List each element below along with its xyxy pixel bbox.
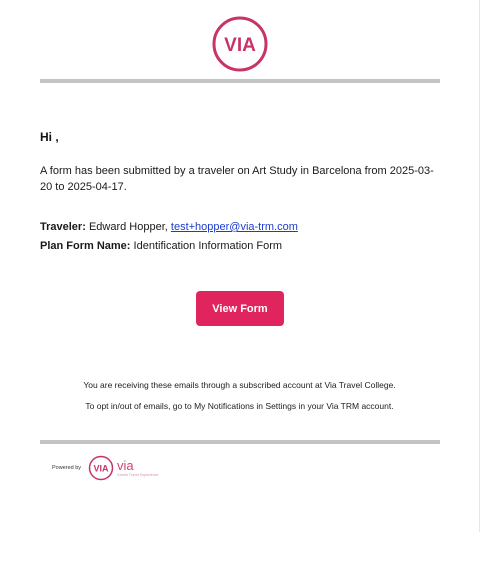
intro-text: A form has been submitted by a traveler on Art Study in Barcelona from 2025-03-20 to 2025-04-17.	[40, 165, 434, 193]
via-wordmark-text: via	[117, 458, 134, 473]
content-border	[479, 0, 480, 532]
powered-by-label: Powered by	[52, 465, 82, 471]
logo-text: VIA	[224, 35, 256, 56]
opt-out-notice: To opt in/out of emails, go to My Notifications in Settings in your Via TRM account.	[85, 401, 394, 411]
via-tagline: Global Travel Experience	[117, 473, 159, 477]
via-logo	[210, 15, 270, 73]
traveler-name: Edward Hopper,	[88, 221, 168, 233]
form-name-label: Plan Form Name:	[40, 240, 131, 252]
view-form-button[interactable]: View Form	[196, 291, 284, 326]
via-wordmark	[117, 459, 159, 477]
subscription-notice: You are receiving these emails through a subscribed account at Via Travel College.	[83, 380, 396, 390]
form-name-value: Identification Information Form	[133, 240, 283, 252]
submission-details	[40, 218, 298, 256]
traveler-label: Traveler:	[40, 221, 86, 233]
header-divider	[40, 79, 440, 83]
powered-by-via	[52, 454, 159, 482]
via-logo-icon	[210, 15, 270, 73]
greeting: Hi ,	[40, 130, 59, 144]
traveler-row	[40, 218, 298, 237]
form-name-row	[40, 237, 298, 256]
svg-text:VIA: VIA	[93, 463, 109, 474]
via-mini-logo-icon	[88, 455, 114, 481]
traveler-email-link[interactable]: test+hopper@via-trm.com	[170, 221, 298, 233]
footer-divider	[40, 440, 440, 444]
